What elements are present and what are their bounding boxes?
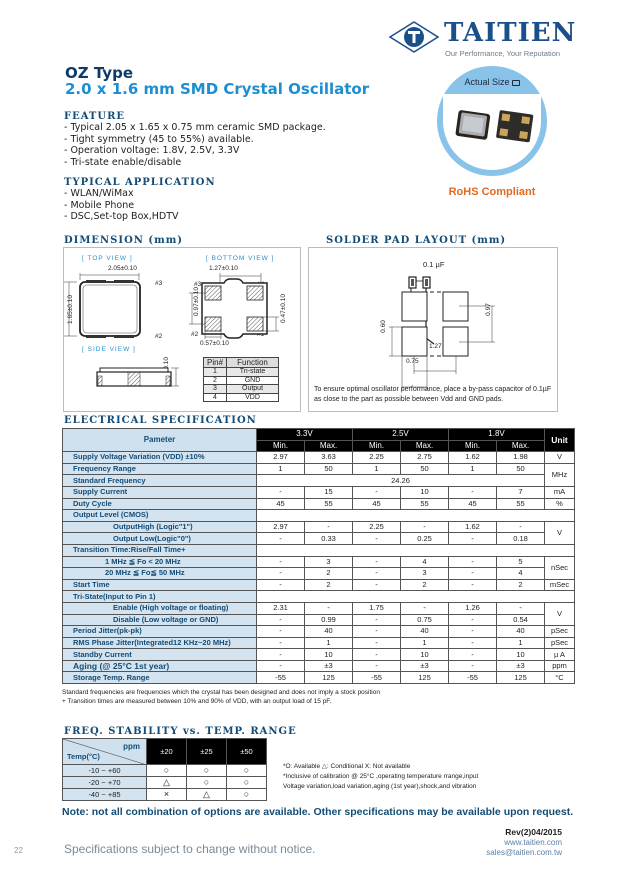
spec-value: 1 — [257, 463, 305, 475]
min-header: Min. — [257, 440, 305, 452]
spec-parameter: Supply Voltage Variation (VDD) ±10% — [63, 452, 257, 464]
spec-parameter: Transition Time:Rise/Fall Time+ — [63, 544, 257, 556]
stability-row — [63, 765, 267, 777]
spec-row — [63, 544, 575, 556]
spec-unit: % — [545, 498, 575, 510]
spec-value: - — [353, 626, 401, 638]
spec-unit: pSec — [545, 626, 575, 638]
availability-mark: × — [147, 788, 187, 800]
spec-value: - — [449, 568, 497, 580]
pin-number: 3 — [204, 385, 227, 394]
availability-note: Note: not all combination of options are available. Other specifications may be available upon request. — [62, 806, 574, 818]
spec-value: 2 — [497, 579, 545, 591]
spec-parameter: Output Level (CMOS) — [63, 510, 257, 522]
spec-value: -55 — [353, 672, 401, 684]
spec-value: 0.54 — [497, 614, 545, 626]
feature-list — [64, 122, 326, 168]
spec-value: 2 — [305, 579, 353, 591]
spec-parameter: Disable (Low voltage or GND) — [63, 614, 257, 626]
ppm-label: ppm — [123, 742, 140, 751]
spec-value: 3 — [401, 568, 449, 580]
voltage-header: 3.3V — [257, 429, 353, 441]
pin-number: 2 — [204, 376, 227, 385]
spec-parameter: 20 MHz ≦ Fo≦ 50 MHz — [63, 568, 257, 580]
spec-value: 0.99 — [305, 614, 353, 626]
stability-col-header: ±25 — [187, 739, 227, 765]
spec-value: 2.25 — [353, 521, 401, 533]
oscillator-photo-icon — [443, 94, 541, 170]
spec-parameter: Standard Frequency — [63, 475, 257, 487]
spec-parameter: Output Low(Logic"0") — [63, 533, 257, 545]
spec-value: 0.18 — [497, 533, 545, 545]
taitien-logo — [388, 18, 578, 58]
spec-value: - — [257, 579, 305, 591]
availability-mark: ○ — [227, 776, 267, 788]
actual-size-box-icon — [512, 80, 520, 86]
dim-height: 1.65±0.10 — [66, 295, 74, 324]
application-list — [64, 188, 179, 223]
spec-value: 4 — [401, 556, 449, 568]
min-header: Min. — [449, 440, 497, 452]
spec-value: - — [449, 533, 497, 545]
spec-value: - — [257, 568, 305, 580]
max-header: Max. — [305, 440, 353, 452]
spec-value: 125 — [305, 672, 353, 684]
unit-header: Unit — [545, 429, 575, 452]
spec-value: 1 — [497, 637, 545, 649]
spec-row — [63, 672, 575, 684]
product-type: OZ Type — [65, 64, 133, 82]
spec-parameter: Start Time — [63, 579, 257, 591]
parameter-header: Pameter — [63, 429, 257, 452]
spec-value: 2.31 — [257, 602, 305, 614]
spec-value: 55 — [401, 498, 449, 510]
availability-mark: △ — [187, 788, 227, 800]
spec-value: - — [353, 486, 401, 498]
spec-parameter: Supply Current — [63, 486, 257, 498]
spec-value: - — [257, 614, 305, 626]
standard-frequency-note: Standard frequencies are frequencies which the crystal has been designed and does not imply a stock position — [62, 689, 380, 696]
spec-value: -55 — [449, 672, 497, 684]
spec-value: ±3 — [305, 660, 353, 672]
stability-row — [63, 788, 267, 800]
pin-function: GND — [227, 376, 279, 385]
spec-parameter: 1 MHz ≦ Fo < 20 MHz — [63, 556, 257, 568]
spec-row — [63, 626, 575, 638]
spec-value: - — [305, 521, 353, 533]
spec-row — [63, 521, 575, 533]
pad-dim-097: 0.97 — [484, 303, 492, 316]
spec-parameter: Period Jitter(pk-pk) — [63, 626, 257, 638]
stability-corner-header — [63, 739, 147, 765]
pin-header: Pin# — [204, 358, 227, 368]
spec-value: - — [497, 521, 545, 533]
spec-value: 10 — [497, 649, 545, 661]
spec-value: 10 — [305, 649, 353, 661]
revision: Rev(2)04/2015 — [505, 827, 562, 837]
spec-value: 50 — [401, 463, 449, 475]
spec-row — [63, 602, 575, 614]
spec-value: ±3 — [497, 660, 545, 672]
spec-value: - — [449, 579, 497, 591]
dim-pad-span: 0.97±0.10 — [192, 287, 200, 316]
spec-value: - — [449, 637, 497, 649]
spec-row — [63, 533, 575, 545]
spec-row — [63, 591, 575, 603]
spec-value: 0.25 — [401, 533, 449, 545]
spec-value: - — [449, 626, 497, 638]
dimension-heading: DIMENSION (mm) — [64, 235, 184, 246]
spec-value: 5 — [497, 556, 545, 568]
spec-value: 3 — [305, 556, 353, 568]
spec-row — [63, 660, 575, 672]
spec-value: 2 — [401, 579, 449, 591]
availability-mark: △ — [147, 776, 187, 788]
spec-value: - — [353, 533, 401, 545]
spec-value: - — [257, 660, 305, 672]
spec-row — [63, 463, 575, 475]
feature-item: - Typical 2.05 x 1.65 x 0.75 mm ceramic SMD package. — [64, 122, 326, 133]
spec-parameter: Enable (High voltage or floating) — [63, 602, 257, 614]
dim-pad-height: 0.47±0.10 — [279, 294, 287, 323]
section-spacer — [257, 510, 575, 522]
availability-mark: ○ — [187, 765, 227, 777]
spec-parameter: Aging (@ 25°C 1st year) — [63, 660, 257, 672]
spec-unit: mSec — [545, 579, 575, 591]
spec-unit: ppm — [545, 660, 575, 672]
spec-value: 125 — [401, 672, 449, 684]
spec-value: - — [353, 660, 401, 672]
spec-row — [63, 510, 575, 522]
temp-label: Temp(°C) — [67, 752, 100, 761]
spec-value: 55 — [305, 498, 353, 510]
spec-value: 40 — [305, 626, 353, 638]
stability-note: *Inclusive of calibration @ 25°C ,operating temperature rrange,input — [283, 773, 479, 780]
rohs-compliant: RoHS Compliant — [448, 186, 536, 198]
spec-value: - — [353, 568, 401, 580]
availability-mark: ○ — [187, 776, 227, 788]
electrical-spec-table — [62, 428, 575, 684]
spec-value: - — [257, 637, 305, 649]
spec-value: 55 — [497, 498, 545, 510]
max-header: Max. — [497, 440, 545, 452]
spec-value: 1.98 — [497, 452, 545, 464]
spec-parameter: Standby Current — [63, 649, 257, 661]
spec-value: 7 — [497, 486, 545, 498]
pin-function: Tri-state — [227, 368, 279, 377]
spec-value: - — [449, 660, 497, 672]
section-spacer — [257, 591, 575, 603]
transition-time-note: + Transition times are measured between 10% and 90% of VDD, with an output load of 15 pF. — [62, 698, 332, 705]
spec-value: 2.75 — [401, 452, 449, 464]
stability-note: Voltage variation,load variation,aging (1st year),shock,and vibration — [283, 783, 477, 790]
spec-value: 1 — [353, 463, 401, 475]
spec-value: 0.33 — [305, 533, 353, 545]
spec-row — [63, 475, 575, 487]
spec-value: 40 — [497, 626, 545, 638]
spec-unit: MHz — [545, 463, 575, 486]
dim-width: 2.05±0.10 — [108, 265, 137, 272]
spec-value: - — [353, 556, 401, 568]
availability-mark: ○ — [227, 765, 267, 777]
spec-parameter: Tri-State(Input to Pin 1) — [63, 591, 257, 603]
stability-table — [62, 738, 267, 801]
stability-col-header: ±50 — [227, 739, 267, 765]
pin-function: VDD — [227, 393, 279, 402]
spec-parameter: Storage Temp. Range — [63, 672, 257, 684]
spec-value: 15 — [305, 486, 353, 498]
product-title: 2.0 x 1.6 mm SMD Crystal Oscillator — [65, 80, 370, 98]
spec-unit: V — [545, 452, 575, 464]
spec-value: 10 — [401, 486, 449, 498]
spec-value: 0.75 — [401, 614, 449, 626]
spec-value: 125 — [497, 672, 545, 684]
spec-row — [63, 579, 575, 591]
spec-row — [63, 556, 575, 568]
dim-pad-width: 0.57±0.10 — [200, 340, 229, 347]
spec-value: - — [257, 626, 305, 638]
electrical-heading: ELECTRICAL SPECIFICATION — [64, 415, 257, 426]
actual-size-label: Actual Size — [437, 77, 547, 87]
bottom-pin-2: #2 — [191, 331, 199, 338]
spec-value: - — [449, 486, 497, 498]
spec-parameter: OutputHigh (Logic"1") — [63, 521, 257, 533]
spec-parameter: RMS Phase Jitter(Integrated12 KHz~20 MHz) — [63, 637, 257, 649]
spec-value: 50 — [305, 463, 353, 475]
spec-unit: pSec — [545, 637, 575, 649]
spec-unit: V — [545, 602, 575, 625]
stability-row — [63, 776, 267, 788]
spec-value: 1.62 — [449, 452, 497, 464]
temp-range: -40 ~ +85 — [63, 788, 147, 800]
pad-dim-075: 0.75 — [406, 358, 419, 365]
product-image — [437, 66, 547, 176]
pin-function: Output — [227, 385, 279, 394]
standard-frequency-value: 24.26 — [257, 475, 545, 487]
spec-value: - — [353, 579, 401, 591]
spec-row — [63, 649, 575, 661]
stability-note: *O: Available △: Conditional X: Not available — [283, 763, 411, 770]
spec-value: 2 — [305, 568, 353, 580]
contact-info — [440, 838, 562, 858]
spec-parameter: Duty Cycle — [63, 498, 257, 510]
website-link[interactable]: www.taitien.com — [504, 838, 562, 847]
application-item: - DSC,Set-top Box,HDTV — [64, 211, 179, 222]
spec-value: - — [305, 602, 353, 614]
spec-value: 1.26 — [449, 602, 497, 614]
spec-row — [63, 568, 575, 580]
voltage-header: 1.8V — [449, 429, 545, 441]
feature-item: - Tri-state enable/disable — [64, 156, 182, 168]
pin-function-table — [203, 357, 279, 402]
feature-item: - Tight symmetry (45 to 55%) available. — [64, 133, 254, 145]
availability-mark: ○ — [227, 788, 267, 800]
stability-col-header: ±20 — [147, 739, 187, 765]
spec-value: 50 — [497, 463, 545, 475]
dim-pad-pitch: 1.27±0.10 — [209, 265, 238, 272]
spec-value: - — [257, 649, 305, 661]
spec-value: - — [401, 521, 449, 533]
bottom-pin-3: #3 — [194, 281, 202, 288]
application-item: - WLAN/WiMax — [64, 188, 134, 199]
spec-row — [63, 637, 575, 649]
solder-pad-note: To ensure optimal oscillator performance, place a by-pass capacitor of 0.1µF as close to the part as possible between Vdd and GND pads. — [314, 386, 552, 403]
spec-value: 2.25 — [353, 452, 401, 464]
spec-value: 2.97 — [257, 521, 305, 533]
spec-value: 45 — [449, 498, 497, 510]
spec-value: 1.75 — [353, 602, 401, 614]
stability-heading: FREQ. STABILITY vs. TEMP. RANGE — [64, 726, 297, 737]
spec-unit: µ A — [545, 649, 575, 661]
max-header: Max. — [401, 440, 449, 452]
email-link[interactable]: sales@taitien.com.tw — [486, 848, 562, 857]
feature-item: - Operation voltage: 1.8V, 2.5V, 3.3V — [64, 145, 240, 156]
brand-tagline: Our Performance, Your Reputation — [445, 49, 561, 58]
availability-mark: ○ — [147, 765, 187, 777]
spec-value: - — [449, 649, 497, 661]
spec-row — [63, 498, 575, 510]
top-pin-2: #2 — [155, 333, 163, 340]
spec-value: - — [401, 602, 449, 614]
min-header: Min. — [353, 440, 401, 452]
application-item: - Mobile Phone — [64, 199, 135, 211]
voltage-header: 2.5V — [353, 429, 449, 441]
spec-value: 10 — [401, 649, 449, 661]
spec-value: 1 — [401, 637, 449, 649]
pad-dim-060: 0.60 — [379, 320, 387, 333]
application-heading: TYPICAL APPLICATION — [64, 177, 216, 188]
bottom-view-label: [ BOTTOM VIEW ] — [206, 255, 275, 262]
spec-unit: V — [545, 521, 575, 544]
spec-value: - — [257, 533, 305, 545]
stability-notes — [283, 762, 478, 792]
logo-diamond-icon — [388, 20, 440, 54]
solder-pad-heading: SOLDER PAD LAYOUT (mm) — [326, 235, 507, 246]
spec-value: - — [353, 637, 401, 649]
side-view-label: [ SIDE VIEW ] — [82, 346, 136, 353]
spec-value: -55 — [257, 672, 305, 684]
page-number: 22 — [14, 846, 23, 855]
spec-value: 45 — [257, 498, 305, 510]
spec-value: 40 — [401, 626, 449, 638]
spec-unit: mA — [545, 486, 575, 498]
spec-row — [63, 614, 575, 626]
temp-range: -20 ~ +70 — [63, 776, 147, 788]
spec-value: - — [257, 486, 305, 498]
spec-value: 1 — [305, 637, 353, 649]
spec-value: - — [353, 649, 401, 661]
spec-parameter: Frequency Range — [63, 463, 257, 475]
spec-unit: nSec — [545, 556, 575, 579]
spec-value: 4 — [497, 568, 545, 580]
spec-value: 3.63 — [305, 452, 353, 464]
spec-value: 45 — [353, 498, 401, 510]
temp-range: -10 ~ +60 — [63, 765, 147, 777]
pin-number: 4 — [204, 393, 227, 402]
spec-value: - — [449, 614, 497, 626]
spec-value: - — [449, 556, 497, 568]
spec-value: - — [353, 614, 401, 626]
spec-value: 1 — [449, 463, 497, 475]
pin-number: 1 — [204, 368, 227, 377]
spec-row — [63, 452, 575, 464]
spec-unit: °C — [545, 672, 575, 684]
top-pin-3: #3 — [155, 280, 163, 287]
brand-name: TAITIEN — [444, 18, 577, 48]
top-view-label: [ TOP VIEW ] — [82, 255, 133, 262]
spec-value: 1.62 — [449, 521, 497, 533]
feature-heading: FEATURE — [64, 111, 126, 122]
section-spacer — [257, 544, 575, 556]
function-header: Function — [227, 358, 279, 368]
capacitor-label: 0.1 µF — [423, 260, 445, 269]
pad-dim-127: 1.27 — [429, 343, 442, 350]
spec-value: ±3 — [401, 660, 449, 672]
spec-value: - — [257, 556, 305, 568]
spec-value: - — [497, 602, 545, 614]
spec-notice: Specifications subject to change without notice. — [64, 842, 316, 856]
spec-row — [63, 486, 575, 498]
spec-value: 2.97 — [257, 452, 305, 464]
